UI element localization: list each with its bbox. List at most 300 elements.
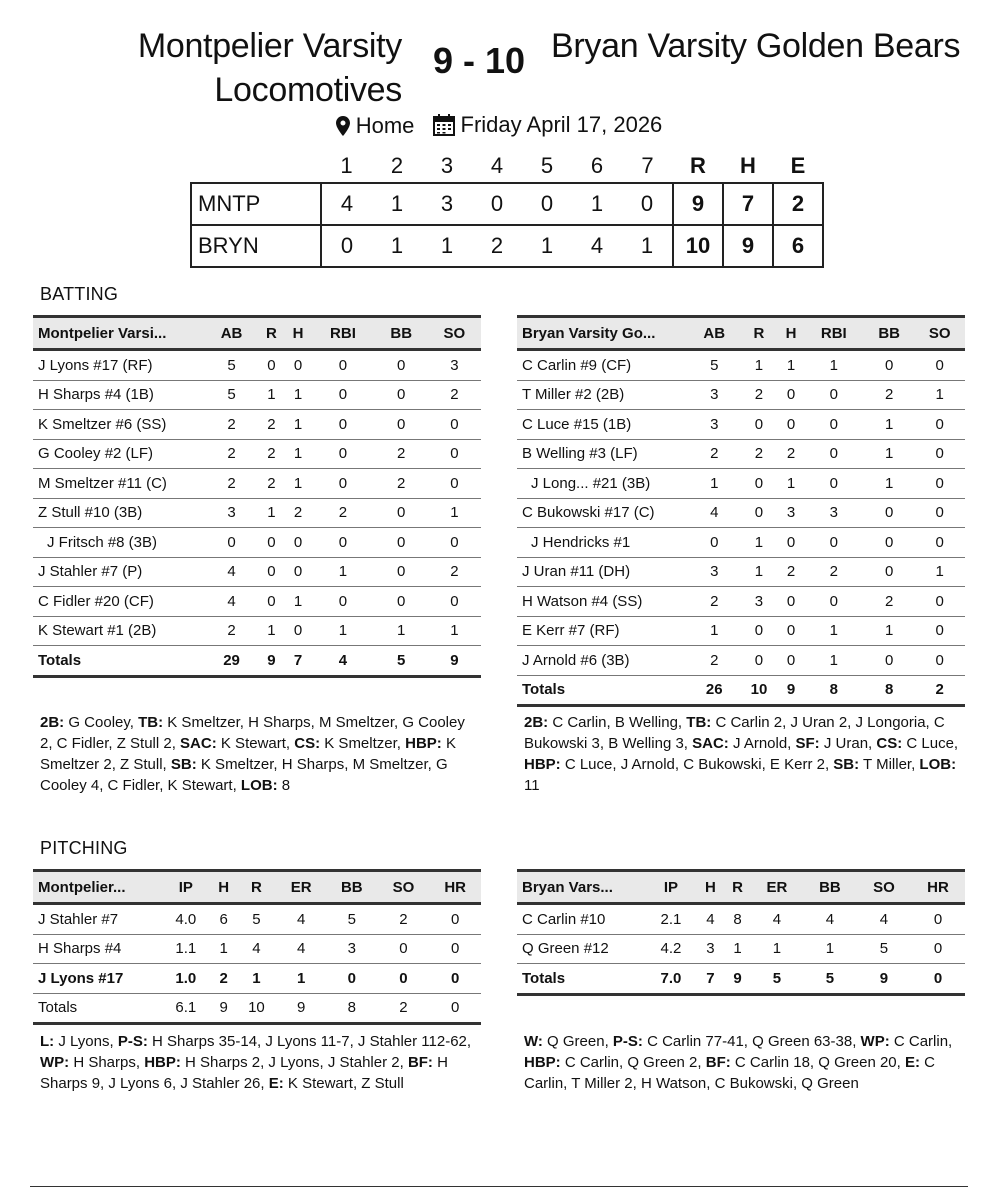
stat-value: 0 xyxy=(804,528,864,558)
stat-column-header: HR xyxy=(911,871,965,904)
date xyxy=(433,112,663,138)
totals-value: 10 xyxy=(740,675,779,706)
stat-value: 0 xyxy=(375,410,428,440)
batting-row xyxy=(517,528,965,558)
stat-value: 0 xyxy=(311,469,374,499)
runs-header: R xyxy=(690,153,706,178)
inning-runs: 0 xyxy=(321,225,372,267)
batting-row xyxy=(33,380,481,410)
stat-value: 0 xyxy=(914,439,965,469)
stat-value: 2 xyxy=(689,439,740,469)
note-value: H Sharps, xyxy=(69,1054,145,1071)
stat-value: 0 xyxy=(375,557,428,587)
stat-column-header: H xyxy=(285,317,312,350)
inning-runs: 1 xyxy=(372,183,422,225)
inning-header: 7 xyxy=(641,153,654,178)
stat-column-header: BB xyxy=(375,317,428,350)
stat-value: 1 xyxy=(285,439,312,469)
player-name: H Sharps #4 (1B) xyxy=(33,380,205,410)
stat-value: 0 xyxy=(864,350,915,381)
stat-value: 8 xyxy=(724,904,751,935)
stat-value: 0 xyxy=(258,350,285,381)
stat-value: 2 xyxy=(258,439,285,469)
player-name: H Sharps #4 xyxy=(33,934,161,964)
batting-section-label: BATTING xyxy=(40,284,119,304)
stat-value: 3 xyxy=(205,498,258,528)
stat-value: 0 xyxy=(914,410,965,440)
stat-value: 1 xyxy=(864,410,915,440)
stat-value: 0 xyxy=(375,498,428,528)
stat-value: 2 xyxy=(375,469,428,499)
note-key: TB: xyxy=(686,714,712,731)
stat-value: 0 xyxy=(914,528,965,558)
line-score-team: BRYN xyxy=(191,225,321,267)
batting-row xyxy=(517,616,965,646)
note-value: J Arnold, xyxy=(728,735,796,752)
total-hits: 9 xyxy=(723,225,773,267)
stat-value: 4 xyxy=(276,934,326,964)
stat-value: 0 xyxy=(428,439,481,469)
note-key: SB: xyxy=(833,756,860,773)
note-value: J Lyons, xyxy=(54,1033,118,1050)
stat-value: 4 xyxy=(857,904,911,935)
note-key: SAC: xyxy=(180,735,217,752)
stat-value: 1.1 xyxy=(161,934,211,964)
stat-value: 0 xyxy=(428,469,481,499)
player-name: E Kerr #7 (RF) xyxy=(517,616,689,646)
stat-value: 0 xyxy=(804,439,864,469)
stat-value: 2 xyxy=(205,439,258,469)
player-name: J Stahler #7 (P) xyxy=(33,557,205,587)
inning-runs: 1 xyxy=(572,183,622,225)
stat-value: 0 xyxy=(911,904,965,935)
note-value: C Carlin 77-41, Q Green 63-38, xyxy=(642,1033,861,1050)
note-key: CS: xyxy=(876,735,903,752)
stat-value: 1 xyxy=(689,616,740,646)
stat-value: 3 xyxy=(428,350,481,381)
player-name: J Fritsch #8 (3B) xyxy=(33,528,205,558)
stat-value: 2 xyxy=(778,557,803,587)
inning-header: 1 xyxy=(340,153,353,178)
player-name: C Carlin #9 (CF) xyxy=(517,350,689,381)
note-value: G Cooley, xyxy=(64,714,139,731)
note-key: E: xyxy=(268,1075,284,1092)
errors-header: E xyxy=(790,153,806,178)
batting-row xyxy=(33,410,481,440)
stat-value: 1 xyxy=(311,616,374,646)
stat-value: 6 xyxy=(211,904,237,935)
stat-value: 0 xyxy=(429,904,481,935)
note-value: C Carlin 18, Q Green 20, xyxy=(730,1054,905,1071)
stat-value: 2 xyxy=(285,498,312,528)
totals-value: 5 xyxy=(375,646,428,677)
stat-value: 1 xyxy=(285,410,312,440)
footer-divider xyxy=(30,1186,968,1187)
inning-header: 5 xyxy=(540,153,554,178)
note-key: P-S: xyxy=(117,1033,148,1050)
stat-value: 1 xyxy=(285,469,312,499)
stat-value: 2 xyxy=(864,587,915,617)
stat-value: 2 xyxy=(205,616,258,646)
batting-row xyxy=(33,469,481,499)
totals-value: 9 xyxy=(857,964,911,995)
team-column-header: Montpelier... xyxy=(33,871,161,904)
stat-value: 0 xyxy=(428,587,481,617)
stat-value: 1 xyxy=(804,646,864,676)
player-name: J Lyons #17 (RF) xyxy=(33,350,205,381)
note-key: P-S: xyxy=(612,1033,643,1050)
stat-value: 2 xyxy=(778,439,803,469)
stat-value: 0 xyxy=(804,587,864,617)
hits-header: H xyxy=(740,153,756,178)
batting-notes-away xyxy=(524,712,964,796)
stat-column-header: BB xyxy=(864,317,915,350)
map-pin-icon xyxy=(336,116,350,136)
stat-value: 0 xyxy=(864,528,915,558)
note-key: LOB: xyxy=(240,777,278,794)
totals-value: 9 xyxy=(778,675,803,706)
note-key: TB: xyxy=(138,714,164,731)
team-column-header: Bryan Vars... xyxy=(517,871,645,904)
batting-row xyxy=(33,587,481,617)
stat-value: 3 xyxy=(326,934,378,964)
stat-value: 1 xyxy=(804,350,864,381)
stat-value: 0 xyxy=(804,410,864,440)
stat-value: 1 xyxy=(428,616,481,646)
stat-value: 0 xyxy=(914,616,965,646)
inning-runs: 2 xyxy=(472,225,522,267)
note-value: C Carlin 2, J Uran 2, J Longoria, C Bukowski 3, B Welling 3, xyxy=(524,714,945,752)
stat-value: 0 xyxy=(429,964,481,994)
stat-value: 2 xyxy=(205,469,258,499)
stat-value: 0 xyxy=(778,616,803,646)
stat-value: 0 xyxy=(911,934,965,964)
stat-column-header: ER xyxy=(751,871,803,904)
note-value: 8 xyxy=(277,777,291,794)
stat-value: 1 xyxy=(740,528,779,558)
stat-value: 2 xyxy=(205,410,258,440)
batting-row xyxy=(33,557,481,587)
stat-value: 1 xyxy=(258,380,285,410)
stat-value: 4 xyxy=(237,934,277,964)
totals-value: 9 xyxy=(276,993,326,1024)
player-name: J Stahler #7 xyxy=(33,904,161,935)
stat-column-header: SO xyxy=(857,871,911,904)
stat-value: 0 xyxy=(311,410,374,440)
player-name: M Smeltzer #11 (C) xyxy=(33,469,205,499)
stat-value: 2 xyxy=(428,380,481,410)
note-key: SF: xyxy=(795,735,820,752)
stat-value: 0 xyxy=(914,587,965,617)
stat-value: 5 xyxy=(689,350,740,381)
totals-row xyxy=(33,993,481,1024)
note-value: 11 xyxy=(524,777,540,794)
batting-table-away xyxy=(517,315,965,707)
totals-value: 2 xyxy=(914,675,965,706)
stat-value: 4 xyxy=(697,904,724,935)
stat-value: 1 xyxy=(375,616,428,646)
stat-value: 0 xyxy=(375,350,428,381)
totals-value: 7 xyxy=(285,646,312,677)
stat-value: 4 xyxy=(276,904,326,935)
stat-value: 4 xyxy=(205,557,258,587)
stat-value: 2 xyxy=(689,646,740,676)
batting-notes-home xyxy=(40,712,480,796)
pitching-row xyxy=(33,934,481,964)
note-key: HBP: xyxy=(524,756,561,773)
totals-value: 2 xyxy=(378,993,430,1024)
inning-header: 4 xyxy=(490,153,504,178)
note-value: C Carlin, T Miller 2, H Watson, C Bukowski, Q Green xyxy=(524,1054,935,1092)
note-key: HBP: xyxy=(524,1054,561,1071)
batting-row xyxy=(517,469,965,499)
stat-column-header: SO xyxy=(914,317,965,350)
stat-value: 5 xyxy=(205,350,258,381)
total-runs: 10 xyxy=(673,225,723,267)
totals-label: Totals xyxy=(517,964,645,995)
inning-runs: 1 xyxy=(372,225,422,267)
note-key: BF: xyxy=(407,1054,433,1071)
stat-value: 2 xyxy=(864,380,915,410)
stat-value: 2 xyxy=(211,964,237,994)
player-name: T Miller #2 (2B) xyxy=(517,380,689,410)
batting-row xyxy=(33,616,481,646)
team-column-header: Montpelier Varsi... xyxy=(33,317,205,350)
stat-column-header: H xyxy=(697,871,724,904)
stat-value: 0 xyxy=(375,587,428,617)
stat-value: 3 xyxy=(778,498,803,528)
stat-value: 4 xyxy=(689,498,740,528)
batting-row xyxy=(517,557,965,587)
stat-value: 0 xyxy=(285,557,312,587)
stat-value: 0 xyxy=(804,380,864,410)
stat-value: 0 xyxy=(740,410,779,440)
player-name: J Long... #21 (3B) xyxy=(517,469,689,499)
stat-value: 0 xyxy=(429,934,481,964)
player-name: J Arnold #6 (3B) xyxy=(517,646,689,676)
stat-value: 1 xyxy=(864,439,915,469)
note-key: SAC: xyxy=(692,735,729,752)
note-key: HBP: xyxy=(144,1054,181,1071)
stat-value: 1 xyxy=(914,557,965,587)
stat-value: 0 xyxy=(205,528,258,558)
stat-value: 4 xyxy=(803,904,857,935)
total-hits: 7 xyxy=(723,183,773,225)
away-team-name: Bryan Varsity Golden Bears xyxy=(551,27,961,65)
player-name: Q Green #12 xyxy=(517,934,645,964)
stat-column-header: R xyxy=(740,317,779,350)
stat-value: 0 xyxy=(378,934,430,964)
note-value: K Smeltzer, xyxy=(320,735,406,752)
stat-value: 0 xyxy=(311,350,374,381)
note-value: C Carlin, xyxy=(889,1033,953,1050)
player-name: K Smeltzer #6 (SS) xyxy=(33,410,205,440)
stat-value: 1 xyxy=(428,498,481,528)
note-key: CS: xyxy=(294,735,321,752)
note-key: WP: xyxy=(860,1033,890,1050)
note-key: WP: xyxy=(40,1054,70,1071)
totals-value: 5 xyxy=(751,964,803,995)
stat-value: 3 xyxy=(697,934,724,964)
totals-value: 6.1 xyxy=(161,993,211,1024)
stat-column-header: SO xyxy=(428,317,481,350)
batting-table-home xyxy=(33,315,481,678)
stat-column-header: R xyxy=(258,317,285,350)
note-value: H Sharps 2, J Lyons, J Stahler 2, xyxy=(180,1054,408,1071)
batting-row xyxy=(33,350,481,381)
line-score-row xyxy=(191,183,823,225)
stat-value: 1 xyxy=(285,587,312,617)
stat-value: 0 xyxy=(778,528,803,558)
note-value: C Carlin, B Welling, xyxy=(548,714,687,731)
line-score xyxy=(190,150,824,268)
note-key: BF: xyxy=(705,1054,731,1071)
stat-value: 1 xyxy=(285,380,312,410)
totals-row xyxy=(517,675,965,706)
date-text: Friday April 17, 2026 xyxy=(460,112,663,137)
batting-row xyxy=(517,410,965,440)
inning-runs: 4 xyxy=(321,183,372,225)
player-name: C Luce #15 (1B) xyxy=(517,410,689,440)
team-column-header: Bryan Varsity Go... xyxy=(517,317,689,350)
stat-value: 0 xyxy=(285,616,312,646)
stat-value: 2 xyxy=(378,904,430,935)
location xyxy=(336,113,415,139)
stat-value: 0 xyxy=(778,587,803,617)
stat-value: 2 xyxy=(375,439,428,469)
player-name: G Cooley #2 (LF) xyxy=(33,439,205,469)
stat-value: 5 xyxy=(237,904,277,935)
stat-value: 0 xyxy=(311,439,374,469)
totals-row xyxy=(517,964,965,995)
stat-value: 5 xyxy=(326,904,378,935)
stat-value: 2 xyxy=(804,557,864,587)
inning-header: 2 xyxy=(390,153,404,178)
stat-value: 1 xyxy=(211,934,237,964)
stat-value: 0 xyxy=(864,646,915,676)
stat-column-header: RBI xyxy=(311,317,374,350)
stat-value: 4 xyxy=(205,587,258,617)
note-key: E: xyxy=(904,1054,920,1071)
stat-value: 4 xyxy=(751,904,803,935)
stat-value: 2 xyxy=(258,469,285,499)
batting-row xyxy=(517,587,965,617)
stat-value: 1 xyxy=(914,380,965,410)
note-value: C Luce, J Arnold, C Bukowski, E Kerr 2, xyxy=(560,756,834,773)
totals-label: Totals xyxy=(517,675,689,706)
pitching-row xyxy=(517,904,965,935)
stat-column-header: HR xyxy=(429,871,481,904)
stat-column-header: SO xyxy=(378,871,430,904)
pitching-section-label: PITCHING xyxy=(40,838,128,858)
pitching-notes-home xyxy=(40,1031,480,1094)
stat-value: 2 xyxy=(689,587,740,617)
stat-value: 1.0 xyxy=(161,964,211,994)
stat-value: 0 xyxy=(914,498,965,528)
stat-value: 1 xyxy=(276,964,326,994)
totals-value: 9 xyxy=(428,646,481,677)
stat-value: 0 xyxy=(914,646,965,676)
totals-value: 0 xyxy=(429,993,481,1024)
stat-column-header: AB xyxy=(205,317,258,350)
totals-row xyxy=(33,646,481,677)
stat-column-header: BB xyxy=(803,871,857,904)
stat-column-header: R xyxy=(724,871,751,904)
totals-value: 9 xyxy=(211,993,237,1024)
stat-value: 3 xyxy=(740,587,779,617)
stat-value: 1 xyxy=(778,350,803,381)
note-key: SB: xyxy=(170,756,197,773)
stat-value: 0 xyxy=(258,557,285,587)
location-text: Home xyxy=(355,113,415,138)
totals-label: Totals xyxy=(33,646,205,677)
stat-column-header: IP xyxy=(645,871,697,904)
totals-value: 4 xyxy=(311,646,374,677)
stat-value: 2 xyxy=(740,439,779,469)
stat-column-header: AB xyxy=(689,317,740,350)
inning-runs: 0 xyxy=(472,183,522,225)
stat-value: 0 xyxy=(311,528,374,558)
stat-value: 1 xyxy=(740,350,779,381)
player-name: J Uran #11 (DH) xyxy=(517,557,689,587)
total-runs: 9 xyxy=(673,183,723,225)
player-name: Z Stull #10 (3B) xyxy=(33,498,205,528)
pitching-row xyxy=(33,964,481,994)
stat-value: 4.0 xyxy=(161,904,211,935)
stat-value: 0 xyxy=(740,646,779,676)
note-key: W: xyxy=(524,1033,543,1050)
stat-value: 2 xyxy=(740,380,779,410)
note-value: K Smeltzer, H Sharps, M Smeltzer, G Cooley 2, C Fidler, Z Stull 2, xyxy=(40,714,465,752)
stat-value: 1 xyxy=(804,616,864,646)
stat-value: 0 xyxy=(778,646,803,676)
batting-row xyxy=(33,528,481,558)
stat-column-header: RBI xyxy=(804,317,864,350)
note-value: K Smeltzer, H Sharps, M Smeltzer, G Cooley 4, C Fidler, K Stewart, xyxy=(40,756,448,794)
inning-runs: 0 xyxy=(622,183,673,225)
note-value: K Stewart, xyxy=(216,735,295,752)
stat-column-header: BB xyxy=(326,871,378,904)
stat-column-header: IP xyxy=(161,871,211,904)
stat-value: 3 xyxy=(689,557,740,587)
stat-value: 0 xyxy=(258,528,285,558)
inning-runs: 1 xyxy=(422,225,472,267)
final-score: 9 - 10 xyxy=(432,40,526,81)
inning-runs: 3 xyxy=(422,183,472,225)
totals-value: 8 xyxy=(326,993,378,1024)
stat-value: 1 xyxy=(258,498,285,528)
stat-value: 1 xyxy=(778,469,803,499)
note-value: H Sharps 9, J Lyons 6, J Stahler 26, xyxy=(40,1054,448,1092)
totals-value: 26 xyxy=(689,675,740,706)
totals-value: 10 xyxy=(237,993,277,1024)
stat-value: 1 xyxy=(803,934,857,964)
stat-value: 2.1 xyxy=(645,904,697,935)
batting-row xyxy=(33,439,481,469)
totals-value: 8 xyxy=(804,675,864,706)
line-score-team: MNTP xyxy=(191,183,321,225)
totals-value: 8 xyxy=(864,675,915,706)
game-meta xyxy=(0,112,998,142)
stat-value: 0 xyxy=(864,557,915,587)
note-key: 2B: xyxy=(524,714,549,731)
player-name: K Stewart #1 (2B) xyxy=(33,616,205,646)
stat-column-header: H xyxy=(778,317,803,350)
note-value: K Stewart, Z Stull xyxy=(283,1075,404,1092)
stat-value: 2 xyxy=(258,410,285,440)
stat-value: 0 xyxy=(864,498,915,528)
stat-value: 1 xyxy=(864,616,915,646)
